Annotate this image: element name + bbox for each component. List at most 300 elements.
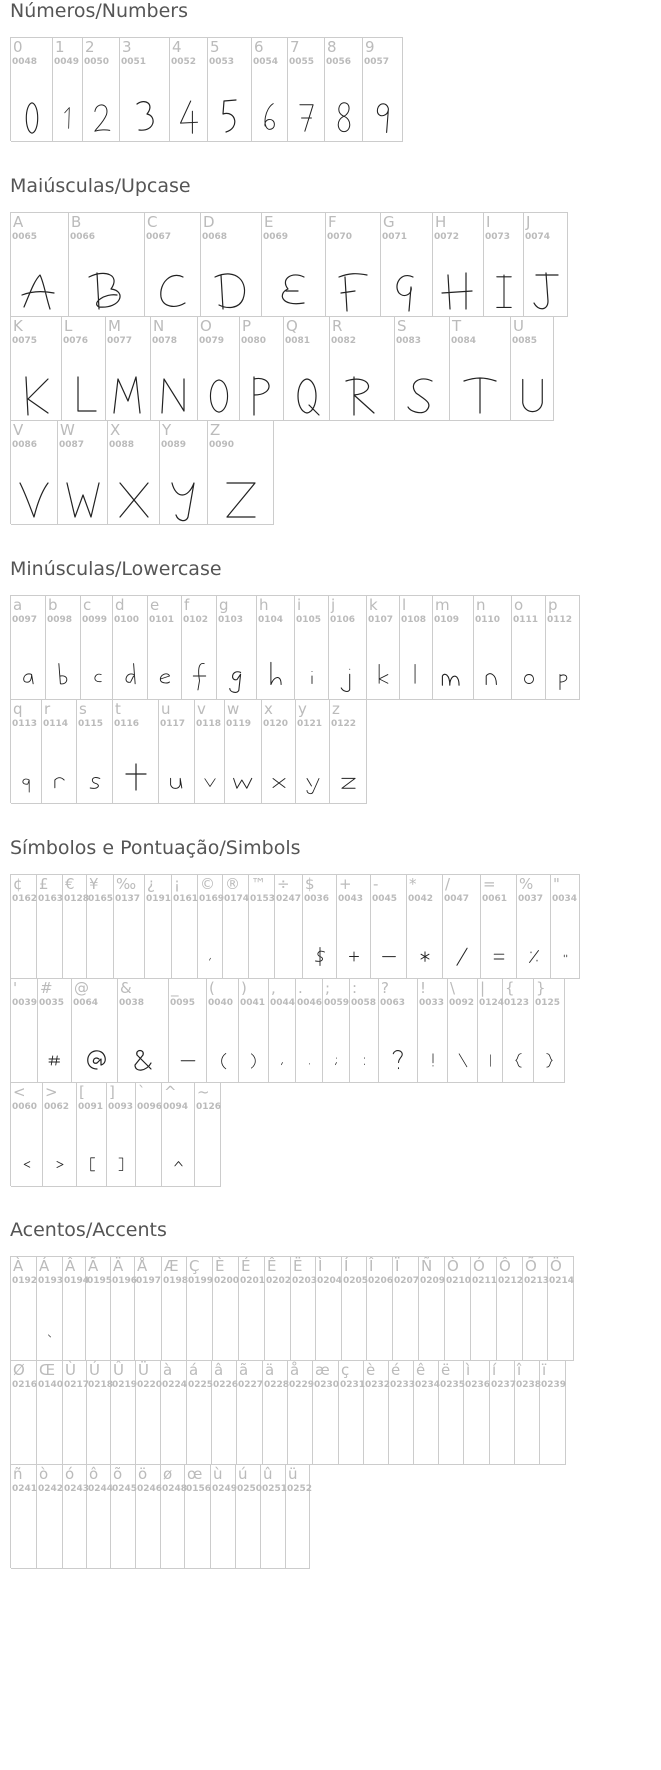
glyph-character: € <box>65 875 75 893</box>
glyph-code: 0090 <box>209 440 235 450</box>
glyph-sample <box>148 646 181 706</box>
E-glyph-icon <box>274 265 314 321</box>
glyph-character: \ <box>450 979 456 997</box>
glyph-cell <box>481 875 517 979</box>
semicolon-glyph-icon <box>325 1031 348 1087</box>
glyph-character: w <box>227 700 240 718</box>
glyph-character: Æ <box>164 1257 179 1275</box>
glyph-code: 0065 <box>12 232 38 242</box>
glyph-cell <box>113 700 159 804</box>
glyph-stroke <box>78 377 96 411</box>
glyph-code: 0252 <box>287 1484 313 1494</box>
four-glyph-icon <box>172 90 206 146</box>
glyph-character: ì <box>466 1361 471 1379</box>
glyph-stroke <box>346 377 374 415</box>
glyph-sample <box>363 88 402 148</box>
glyph-character: ¿ <box>147 875 155 893</box>
glyph-stroke <box>494 954 504 959</box>
glyph-cell <box>81 596 113 700</box>
glyph-character: e <box>150 596 160 614</box>
glyph-code: 0251 <box>262 1484 288 1494</box>
glyph-character: x <box>264 700 273 718</box>
glyph-character: ò <box>39 1465 49 1483</box>
glyph-cell <box>111 1257 138 1361</box>
glyph-code: 0169 <box>199 894 225 904</box>
comma-glyph-icon <box>271 1031 294 1087</box>
glyph-character: Ü <box>138 1361 149 1379</box>
glyph-stroke <box>442 674 459 685</box>
glyph-code: 0114 <box>43 719 69 729</box>
R-glyph-icon <box>342 369 382 425</box>
glyph-sample <box>11 646 45 706</box>
glyph-sample <box>337 925 370 985</box>
glyph-stroke <box>172 483 194 521</box>
glyph-sample <box>524 263 567 323</box>
glyph-code: 0117 <box>160 719 186 729</box>
I-glyph-icon <box>486 265 522 321</box>
glyph-cell <box>371 875 407 979</box>
glyph-sample <box>118 1029 168 1089</box>
glyph-cell <box>288 38 325 142</box>
glyph-sample <box>288 88 324 148</box>
glyph-cell <box>395 317 450 421</box>
glyph-code: 0054 <box>253 57 279 67</box>
u-glyph-icon <box>161 752 193 808</box>
glyph-cell <box>136 1465 161 1569</box>
glyph-sample <box>43 1133 76 1193</box>
glyph-character: è <box>366 1361 376 1379</box>
glyph-code: 0162 <box>12 894 38 904</box>
glyph-stroke <box>20 483 48 517</box>
glyph-code: 0049 <box>54 57 80 67</box>
glyph-cell <box>11 421 58 525</box>
glyph-character: ñ <box>13 1465 23 1483</box>
glyph-cell <box>450 317 511 421</box>
glyph-code: 0236 <box>465 1380 491 1390</box>
glyph-sample <box>474 646 511 706</box>
glyph-cell <box>11 1257 37 1361</box>
glyph-code: 0244 <box>88 1484 114 1494</box>
q-glyph-icon <box>13 752 40 808</box>
glyph-character: Ç <box>189 1257 200 1275</box>
glyph-cell <box>236 1465 261 1569</box>
n-glyph-icon <box>476 648 510 704</box>
glyph-cell <box>330 700 367 804</box>
b-glyph-icon <box>48 648 79 704</box>
glyph-code: 0249 <box>212 1484 238 1494</box>
glyph-cell <box>195 700 225 804</box>
glyph-stroke <box>54 778 63 788</box>
dollar-glyph-icon <box>305 927 335 983</box>
glyph-stroke <box>560 675 567 690</box>
glyph-sample <box>330 367 394 427</box>
glyph-character: F <box>328 213 337 231</box>
glyph-code: 0080 <box>241 336 267 346</box>
glyph-code: 0228 <box>264 1380 290 1390</box>
glyph-character: 6 <box>254 38 264 56</box>
glyph-sample <box>195 750 224 810</box>
glyph-sample <box>113 750 158 810</box>
glyph-character: Ú <box>89 1361 100 1379</box>
glyph-sample <box>326 263 380 323</box>
glyph-sample <box>371 925 406 985</box>
glyph-cell <box>240 317 284 421</box>
glyph-character: Ä <box>113 1257 124 1275</box>
glyph-character: é <box>391 1361 401 1379</box>
glyph-code: 0076 <box>63 336 89 346</box>
glyph-stroke <box>180 101 197 133</box>
glyph-character: . <box>298 979 303 997</box>
glyph-cell <box>497 1257 523 1361</box>
glyph-sample <box>62 367 105 427</box>
glyph-cell <box>512 596 546 700</box>
glyph-code: 0206 <box>368 1276 394 1286</box>
glyph-character: í <box>492 1361 497 1379</box>
glyph-code: 0097 <box>12 615 38 625</box>
glyph-cell <box>257 596 295 700</box>
question-glyph-icon <box>381 1031 416 1087</box>
o-glyph-icon <box>514 648 544 704</box>
glyph-character: g <box>219 596 229 614</box>
glyph-stroke <box>119 1158 123 1171</box>
glyph-code: 0034 <box>552 894 578 904</box>
six-glyph-icon <box>254 90 286 146</box>
glyph-stroke <box>135 1051 151 1071</box>
glyph-cell <box>275 875 303 979</box>
hash-glyph-icon <box>40 1031 70 1087</box>
glyph-stroke <box>227 483 255 517</box>
glyph-stroke <box>87 1051 105 1069</box>
glyph-code: 0204 <box>317 1276 343 1286</box>
f-glyph-icon <box>184 648 215 704</box>
glyph-code: 0046 <box>297 998 323 1008</box>
a-glyph-icon <box>13 648 44 704</box>
glyph-sample <box>58 471 107 531</box>
glyph-code: 0087 <box>59 440 85 450</box>
glyph-code: 0200 <box>214 1276 240 1286</box>
glyph-character: h <box>259 596 269 614</box>
glyph-cell <box>11 317 62 421</box>
minus-glyph-icon <box>373 927 405 983</box>
glyph-code: 0250 <box>237 1484 263 1494</box>
glyph-character: C <box>147 213 158 231</box>
glyph-stroke <box>23 674 32 684</box>
glyph-character: Ó <box>473 1257 485 1275</box>
glyph-code: 0233 <box>390 1380 416 1390</box>
glyph-character: a <box>13 596 23 614</box>
glyph-row <box>10 1256 574 1360</box>
glyph-stroke <box>341 669 350 691</box>
K-glyph-icon <box>16 369 56 425</box>
glyph-code: 0227 <box>238 1380 264 1390</box>
glyph-cell <box>114 875 145 979</box>
glyph-sample <box>517 925 550 985</box>
glyph-code: 0137 <box>115 894 141 904</box>
glyph-cell <box>262 213 326 317</box>
glyph-sample <box>11 750 41 810</box>
glyph-sample <box>330 750 366 810</box>
lbracket-glyph-icon <box>79 1135 105 1191</box>
glyph-cell <box>213 1257 239 1361</box>
glyph-stroke <box>315 948 324 966</box>
glyph-code: 0245 <box>112 1484 138 1494</box>
glyph-cell <box>367 596 400 700</box>
glyph-stroke <box>339 274 367 311</box>
Q-glyph-icon <box>287 369 327 425</box>
glyph-cell <box>379 979 418 1083</box>
glyph-row <box>10 37 403 141</box>
glyph-code: 0163 <box>38 894 64 904</box>
glyph-character: ( <box>209 979 215 997</box>
glyph-cell <box>111 1361 136 1465</box>
glyph-row <box>10 595 580 699</box>
glyph-code: 0209 <box>420 1276 446 1286</box>
glyph-code: 0044 <box>270 998 296 1008</box>
glyph-code: 0229 <box>289 1380 315 1390</box>
glyph-code: 0068 <box>202 232 228 242</box>
glyph-code: 0064 <box>73 998 99 1008</box>
glyph-cell <box>86 1257 111 1361</box>
glyph-stroke <box>90 1158 94 1171</box>
glyph-cell <box>46 596 81 700</box>
glyph-cell <box>339 1361 364 1465</box>
glyph-character: î <box>517 1361 522 1379</box>
glyph-cell <box>337 875 371 979</box>
glyph-character: 5 <box>210 38 220 56</box>
glyph-character: É <box>241 1257 251 1275</box>
glyph-cell <box>316 1257 342 1361</box>
glyph-code: 0232 <box>365 1380 391 1390</box>
glyph-cell <box>252 38 288 142</box>
glyph-sample <box>72 1029 117 1089</box>
glyph-code: 0047 <box>444 894 470 904</box>
at-glyph-icon <box>75 1031 115 1087</box>
glyph-character: ® <box>225 875 240 893</box>
glyph-cell <box>524 213 568 317</box>
glyph-cell <box>69 213 145 317</box>
glyph-code: 0085 <box>512 336 538 346</box>
glyph-sample <box>207 1029 238 1089</box>
V-glyph-icon <box>14 473 54 529</box>
glyph-code: 0225 <box>188 1380 214 1390</box>
v-glyph-icon <box>197 752 223 808</box>
glyph-stroke <box>393 1051 402 1069</box>
glyph-cell <box>239 1257 265 1361</box>
section-title: Maiúsculas/Upcase <box>10 175 191 197</box>
glyph-cell <box>364 1361 389 1465</box>
glyph-sample <box>108 471 159 531</box>
glyph-stroke <box>515 1054 520 1068</box>
glyph-sample <box>77 750 112 810</box>
glyph-character: ' <box>13 979 18 997</box>
glyph-stroke <box>64 108 69 129</box>
glyph-sample <box>170 88 207 148</box>
glyph-cell <box>87 875 114 979</box>
glyph-character: K <box>13 317 23 335</box>
glyph-character: å <box>290 1361 300 1379</box>
glyph-cell <box>111 1465 136 1569</box>
glyph-character: 0 <box>13 38 23 56</box>
glyph-cell <box>239 979 269 1083</box>
glyph-cell <box>237 1361 263 1465</box>
glyph-cell <box>37 875 63 979</box>
glyph-code: 0116 <box>114 719 140 729</box>
glyph-stroke <box>22 779 28 792</box>
slash-glyph-icon <box>445 927 479 983</box>
glyph-character: ù <box>213 1465 223 1483</box>
section-title: Acentos/Accents <box>10 1219 167 1241</box>
glyph-sample <box>151 367 197 427</box>
glyph-code: 0120 <box>263 719 289 729</box>
Y-glyph-icon <box>164 473 204 529</box>
glyph-character: 1 <box>55 38 65 56</box>
glyph-code: 0051 <box>121 57 147 67</box>
glyph-stroke <box>281 1062 282 1064</box>
glyph-character: d <box>115 596 125 614</box>
glyph-code: 0161 <box>173 894 199 904</box>
glyph-sample <box>38 1029 71 1089</box>
U-glyph-icon <box>513 369 552 425</box>
glyph-stroke <box>546 1054 551 1068</box>
glyph-cell <box>208 38 252 142</box>
glyph-cell <box>113 596 148 700</box>
glyph-character: ¥ <box>89 875 99 893</box>
glyph-cell <box>37 1257 63 1361</box>
glyph-character: u <box>161 700 171 718</box>
glyph-cell <box>211 1465 236 1569</box>
glyph-cell <box>350 979 379 1083</box>
glyph-code: 0045 <box>372 894 398 904</box>
glyph-character: Á <box>39 1257 50 1275</box>
l-glyph-icon <box>402 648 431 704</box>
glyph-cell <box>151 317 198 421</box>
glyph-code: 0219 <box>112 1380 138 1390</box>
two-glyph-icon <box>85 90 118 146</box>
glyph-character: ê <box>416 1361 426 1379</box>
glyph-sample <box>262 750 295 810</box>
glyph-code: 0104 <box>258 615 284 625</box>
glyph-code: 0103 <box>218 615 244 625</box>
glyph-sample <box>11 367 61 427</box>
glyph-cell <box>63 1361 90 1465</box>
greater-glyph-icon <box>45 1135 75 1191</box>
glyph-character: Õ <box>525 1257 537 1275</box>
glyph-cell <box>11 1361 37 1465</box>
W-glyph-icon <box>63 473 103 529</box>
glyph-character: f <box>184 596 190 614</box>
glyph-code: 0099 <box>82 615 108 625</box>
glyph-character: Œ <box>39 1361 56 1379</box>
glyph-sample <box>400 646 432 706</box>
glyph-cell <box>464 1361 490 1465</box>
glyph-cell <box>169 979 207 1083</box>
glyph-cell <box>546 596 580 700</box>
glyph-cell <box>77 1083 107 1187</box>
glyph-stroke <box>522 379 542 411</box>
glyph-sample <box>208 88 251 148</box>
glyph-character: ü <box>288 1465 298 1483</box>
underscore-glyph-icon <box>171 1031 205 1087</box>
glyph-character: 9 <box>365 38 375 56</box>
glyph-sample <box>69 263 144 323</box>
e-glyph-icon <box>150 648 180 704</box>
glyph-cell <box>63 1257 90 1361</box>
glyph-sample <box>262 263 325 323</box>
glyph-sample <box>46 646 80 706</box>
glyph-cell <box>195 1083 221 1187</box>
glyph-code: 0126 <box>196 1102 222 1112</box>
glyph-code: 0128 <box>64 894 90 904</box>
glyph-sample <box>217 646 256 706</box>
glyph-character: y <box>298 700 307 718</box>
glyph-cell <box>136 1361 161 1465</box>
glyph-cell <box>107 1083 136 1187</box>
glyph-sample <box>42 750 76 810</box>
glyph-code: 0213 <box>524 1276 550 1286</box>
eight-glyph-icon <box>327 90 361 146</box>
glyph-code: 0238 <box>516 1380 542 1390</box>
glyph-character: M <box>108 317 121 335</box>
glyph-code: 0214 <box>549 1276 575 1286</box>
glyph-sample <box>551 925 579 985</box>
glyph-character: ¢ <box>13 875 23 893</box>
glyph-cell <box>414 1361 439 1465</box>
glyph-stroke <box>464 378 496 413</box>
glyph-code: 0194 <box>64 1276 90 1286</box>
glyph-cell <box>11 213 69 317</box>
glyph-code: 0035 <box>39 998 65 1008</box>
glyph-sample <box>511 367 553 427</box>
glyph-code: 0218 <box>88 1380 114 1390</box>
nine-glyph-icon <box>365 90 401 146</box>
glyph-code: 0098 <box>47 615 73 625</box>
glyph-character: Â <box>65 1257 76 1275</box>
section-title: Números/Numbers <box>10 0 188 22</box>
glyph-code: 0247 <box>276 894 302 904</box>
glyph-code: 0037 <box>518 894 544 904</box>
glyph-character: ÷ <box>277 875 290 893</box>
glyph-sample <box>418 1029 447 1089</box>
glyph-code: 0088 <box>109 440 135 450</box>
glyph-character: k <box>369 596 378 614</box>
glyph-sample <box>159 750 194 810</box>
glyph-character: 3 <box>122 38 132 56</box>
glyph-sample <box>512 646 545 706</box>
glyph-code: 0100 <box>114 615 140 625</box>
glyph-stroke <box>24 1162 30 1168</box>
glyph-character: À <box>13 1257 24 1275</box>
glyph-code: 0094 <box>163 1102 189 1112</box>
glyph-cell <box>11 1465 37 1569</box>
glyph-character: V <box>13 421 24 439</box>
glyph-character: & <box>120 979 132 997</box>
glyph-character: Ã <box>88 1257 99 1275</box>
glyph-code: 0096 <box>137 1102 163 1112</box>
glyph-stroke <box>94 105 109 131</box>
glyph-code: 0039 <box>12 998 38 1008</box>
glyph-cell <box>198 317 240 421</box>
glyph-code: 0112 <box>547 615 573 625</box>
glyph-cell <box>288 1361 313 1465</box>
glyph-character: = <box>483 875 496 893</box>
y-glyph-icon <box>298 752 328 808</box>
glyph-character: s <box>79 700 87 718</box>
glyph-cell <box>63 875 90 979</box>
glyph-sample <box>113 646 147 706</box>
glyph-cell <box>135 1257 162 1361</box>
glyph-character: ^ <box>164 1083 177 1101</box>
glyph-cell <box>534 979 565 1083</box>
